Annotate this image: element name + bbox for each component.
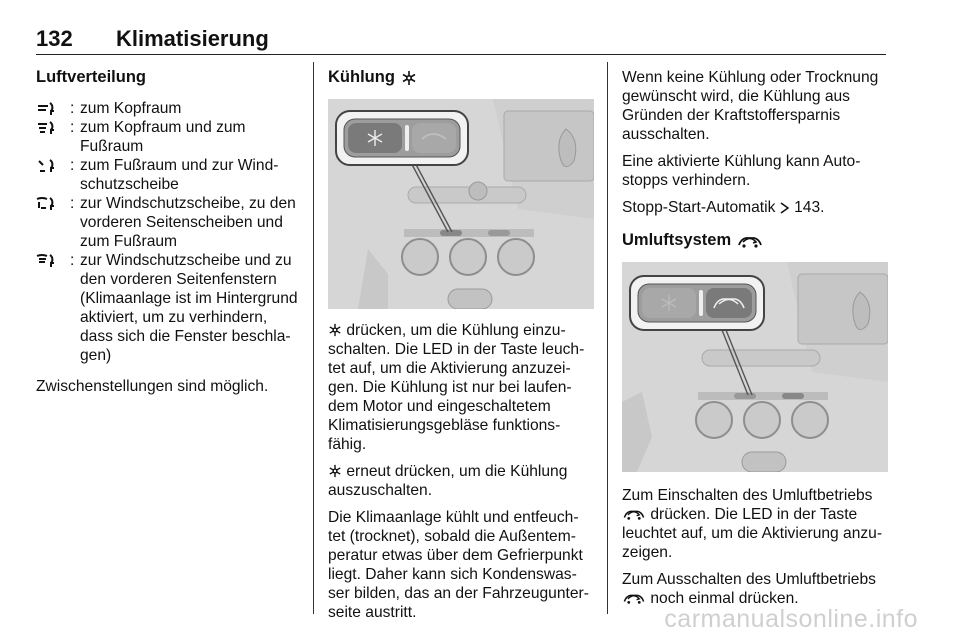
paragraph-line: Gründen der Kraftstoffersparnis xyxy=(622,107,841,124)
item-text: den vorderen Seitenfenstern xyxy=(80,271,277,288)
colon: : xyxy=(70,157,75,174)
item-text: gen) xyxy=(80,347,112,364)
paragraph-line: leuchtet auf, um die Aktivierung anzu- xyxy=(622,525,883,542)
column-air-distribution xyxy=(36,62,298,404)
cooling-off-paragraph xyxy=(328,462,594,500)
paragraph-line: drücken, um die Kühlung einzu- xyxy=(346,322,566,339)
paragraph-line: Wenn keine Kühlung oder Trocknung xyxy=(622,69,879,86)
colon: : xyxy=(70,252,75,269)
paragraph-line: fähig. xyxy=(328,436,367,453)
paragraph-line: gen. Die Kühlung ist nur bei laufen- xyxy=(328,379,572,396)
item-text: vorderen Seitenscheiben und xyxy=(80,214,283,231)
item-text: schutzscheibe xyxy=(80,176,179,193)
paragraph-line: Die Klimaanlage kühlt und entfeuch- xyxy=(328,509,579,526)
cooling-on-paragraph xyxy=(328,321,594,454)
section-title-recirculation xyxy=(622,231,888,250)
autostop-paragraph xyxy=(622,152,888,190)
item-text: zur Windschutzscheibe und zu xyxy=(80,252,292,269)
intermediate-positions-note: Zwischenstellungen sind möglich. xyxy=(36,378,269,395)
paragraph-line: Klimatisierungsgebläse funktions- xyxy=(328,417,561,434)
paragraph-line: stopps verhindern. xyxy=(622,172,751,189)
page-header xyxy=(36,26,886,55)
paragraph-line: schalten. Die LED in der Taste leuch- xyxy=(328,341,585,358)
paragraph-line: seite austritt. xyxy=(328,604,417,621)
recirculation-off-paragraph xyxy=(622,570,888,608)
paragraph-line: Eine aktivierte Kühlung kann Auto- xyxy=(622,153,861,170)
paragraph-line: Zum Einschalten des Umluftbetriebs xyxy=(622,487,873,504)
paragraph-line: ser bilden, das an der Fahrzeugunter- xyxy=(328,585,589,602)
paragraph-line: drücken. Die LED in der Taste xyxy=(650,506,858,523)
column-divider-1 xyxy=(313,62,314,614)
item-text: Fußraum xyxy=(80,138,144,155)
paragraph-line: tet auf, um die Aktivierung anzuzei- xyxy=(328,360,571,377)
airflow-head-feet-icon xyxy=(36,118,70,156)
item-text: zum Kopfraum xyxy=(80,100,182,117)
list-item xyxy=(36,194,298,251)
colon: : xyxy=(70,195,75,212)
item-text: zum Fußraum und zur Wind- xyxy=(80,157,279,174)
recirculation-button-figure xyxy=(622,262,888,472)
paragraph-line: noch einmal drücken. xyxy=(650,590,799,607)
page-number: 132 xyxy=(36,26,73,51)
list-item xyxy=(36,118,298,156)
page-reference-arrow-icon xyxy=(780,202,790,214)
recirculation-on-paragraph xyxy=(622,486,888,562)
colon: : xyxy=(70,119,75,136)
reference-page: 143. xyxy=(794,199,825,216)
snowflake-icon xyxy=(328,464,342,478)
column-recirculation xyxy=(622,62,888,616)
list-item xyxy=(36,99,298,118)
section-title-air-distribution: Luftverteilung xyxy=(36,68,146,86)
airflow-feet-windscreen-icon xyxy=(36,156,70,194)
colon: : xyxy=(70,100,75,117)
recirculation-icon xyxy=(737,233,763,249)
snowflake-icon xyxy=(401,70,417,86)
list-item xyxy=(36,251,298,365)
column-divider-2 xyxy=(607,62,608,614)
section-title-text: Kühlung xyxy=(328,68,395,86)
recirculation-icon xyxy=(622,591,646,605)
item-text: zur Windschutzscheibe, zu den xyxy=(80,195,296,212)
item-text: aktiviert, um zu verhindern, xyxy=(80,309,268,326)
reference-text: Stopp-Start-Automatik xyxy=(622,199,776,216)
fuel-saving-paragraph xyxy=(622,68,888,144)
paragraph-line: erneut drücken, um die Kühlung xyxy=(346,463,568,480)
paragraph-line: dem Motor und eingeschaltetem xyxy=(328,398,551,415)
paragraph-line: tet (trocknet), sobald die Außentem- xyxy=(328,528,576,545)
paragraph-line: auszuschalten. xyxy=(328,482,433,499)
column-cooling xyxy=(328,62,594,630)
item-text: zum Kopfraum und zum xyxy=(80,119,246,136)
paragraph-line: peratur etwas über dem Gefrierpunkt xyxy=(328,547,583,564)
airflow-windscreen-windows-icon xyxy=(36,251,70,365)
item-text: zum Fußraum xyxy=(80,233,178,250)
list-item xyxy=(36,156,298,194)
dehumidify-paragraph xyxy=(328,508,594,622)
watermark: carmanualsonline.info xyxy=(664,605,918,633)
paragraph-line: liegt. Daher kann sich Kondenswas- xyxy=(328,566,577,583)
section-title-text: Umluftsystem xyxy=(622,231,732,249)
cooling-button-figure xyxy=(328,99,594,309)
paragraph-line: ausschalten. xyxy=(622,126,710,143)
snowflake-icon xyxy=(328,323,342,337)
airflow-head-icon xyxy=(36,99,70,118)
recirculation-icon xyxy=(622,507,646,521)
paragraph-line: Zum Ausschalten des Umluftbetriebs xyxy=(622,571,876,588)
airflow-windscreen-windows-feet-icon xyxy=(36,194,70,251)
paragraph-line: zeigen. xyxy=(622,544,673,561)
paragraph-line: gewünscht wird, die Kühlung aus xyxy=(622,88,850,105)
item-text: dass sich die Fenster beschla- xyxy=(80,328,291,345)
chapter-title: Klimatisierung xyxy=(116,26,269,51)
item-text: (Klimaanlage ist im Hintergrund xyxy=(80,290,298,307)
stop-start-reference xyxy=(622,198,888,217)
section-title-cooling xyxy=(328,68,594,87)
